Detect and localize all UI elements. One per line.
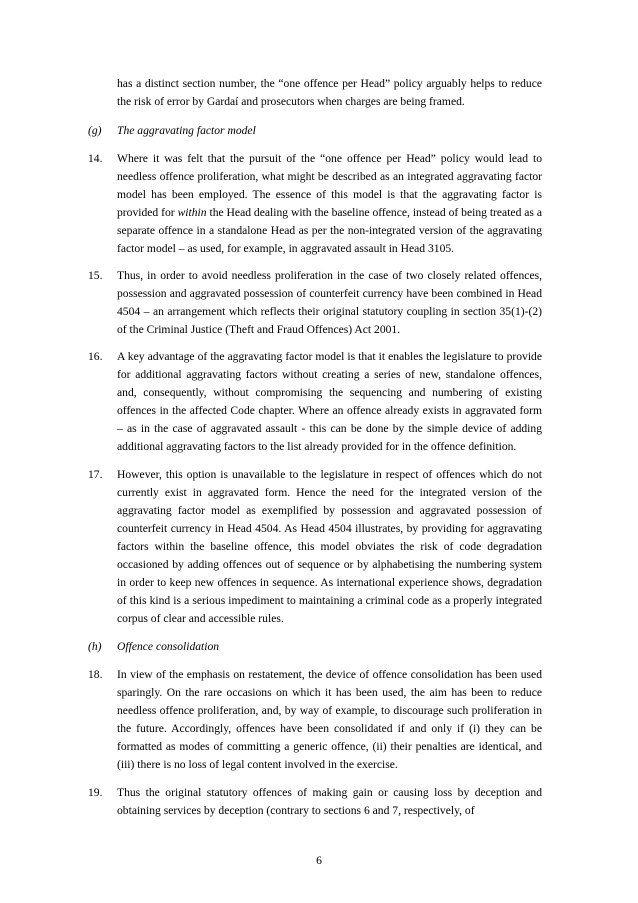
intro-paragraph: has a distinct section number, the “one offence per Head” policy arguably helps to reduce the risk of error by Gardaí and prosecutors when charges are being framed. — [117, 77, 542, 108]
paragraph-16: A key advantage of the aggravating factor model is that it enables the legislature to provide for additional aggravating factors without creating a series of new, standalone offences, and, consequently, without compromising the sequencing and numbering of existing offences in the affected Code chapter. Where an offence already exists in aggravated form – as in the case of aggravated assault - this can be done by the simple device of adding additional aggravating factors to the list already provided for in the offence definition. — [117, 350, 542, 453]
paragraph-number: 16. — [88, 350, 103, 363]
paragraph-number: 18. — [88, 668, 103, 681]
paragraph-15: Thus, in order to avoid needless proliferation in the case of two closely related offences, possession and aggravated possession of counterfeit currency have been combined in Head 4504 – an arrangement which reflects their original statutory coupling in section 35(1)-(2) of the Criminal Justice (Theft and Fraud Offences) Act 2001. — [117, 269, 542, 336]
paragraph-14-text-b: the Head dealing with the baseline offence, instead of being treated as a separate offence in a standalone Head as per the non-integrated version of the aggravating factor model – as used, for example, in aggravated assault in Head 3105. — [117, 206, 542, 255]
paragraph-14-text-a: Where it was felt that the pursuit of the “one offence per Head” policy would lead to needless offence proliferation, what might be described as an integrated aggravating factor model has been employed. The essence of this model is that the aggravating factor is provided for — [117, 152, 542, 219]
paragraph-19: Thus the original statutory offences of making gain or causing loss by deception and obtaining services by deception (contrary to sections 6 and 7, respectively, of — [117, 786, 542, 817]
paragraph-14-emphasis: within — [177, 206, 207, 219]
paragraph-14 — [117, 150, 542, 258]
paragraph-number: 14. — [88, 152, 103, 165]
section-title: Offence consolidation — [117, 640, 220, 653]
section-label: (g) — [88, 124, 102, 137]
section-heading-g — [88, 122, 256, 140]
paragraph-number: 19. — [88, 786, 103, 799]
page-number: 6 — [316, 854, 322, 867]
section-title: The aggravating factor model — [117, 124, 256, 137]
paragraph-number: 15. — [88, 269, 103, 282]
section-heading-h — [88, 638, 219, 656]
paragraph-17: However, this option is unavailable to the legislature in respect of offences which do not currently exist in aggravated form. Hence the need for the integrated version of the aggravating factor model as exemplified by possession and aggravated possession of counterfeit currency in Head 4504. As Head 4504 illustrates, by providing for aggravating factors within the baseline offence, this model obviates the risk of code degradation occasioned by adding offences out of sequence or by alphabetising the numbering system in order to keep new offences in sequence. As international experience shows, degradation of this kind is a serious impediment to maintaining a criminal code as a properly integrated corpus of clear and accessible rules. — [117, 468, 542, 625]
paragraph-number: 17. — [88, 468, 103, 481]
section-label: (h) — [88, 640, 102, 653]
paragraph-18: In view of the emphasis on restatement, the device of offence consolidation has been used sparingly. On the rare occasions on which it has been used, the aim has been to reduce needless offence proliferation, and, by way of example, to discourage such proliferation in the future. Accordingly, offences have been consolidated if and only if (i) they can be formatted as modes of committing a generic offence, (ii) their penalties are identical, and (iii) there is no loss of legal content involved in the exercise. — [117, 668, 542, 771]
